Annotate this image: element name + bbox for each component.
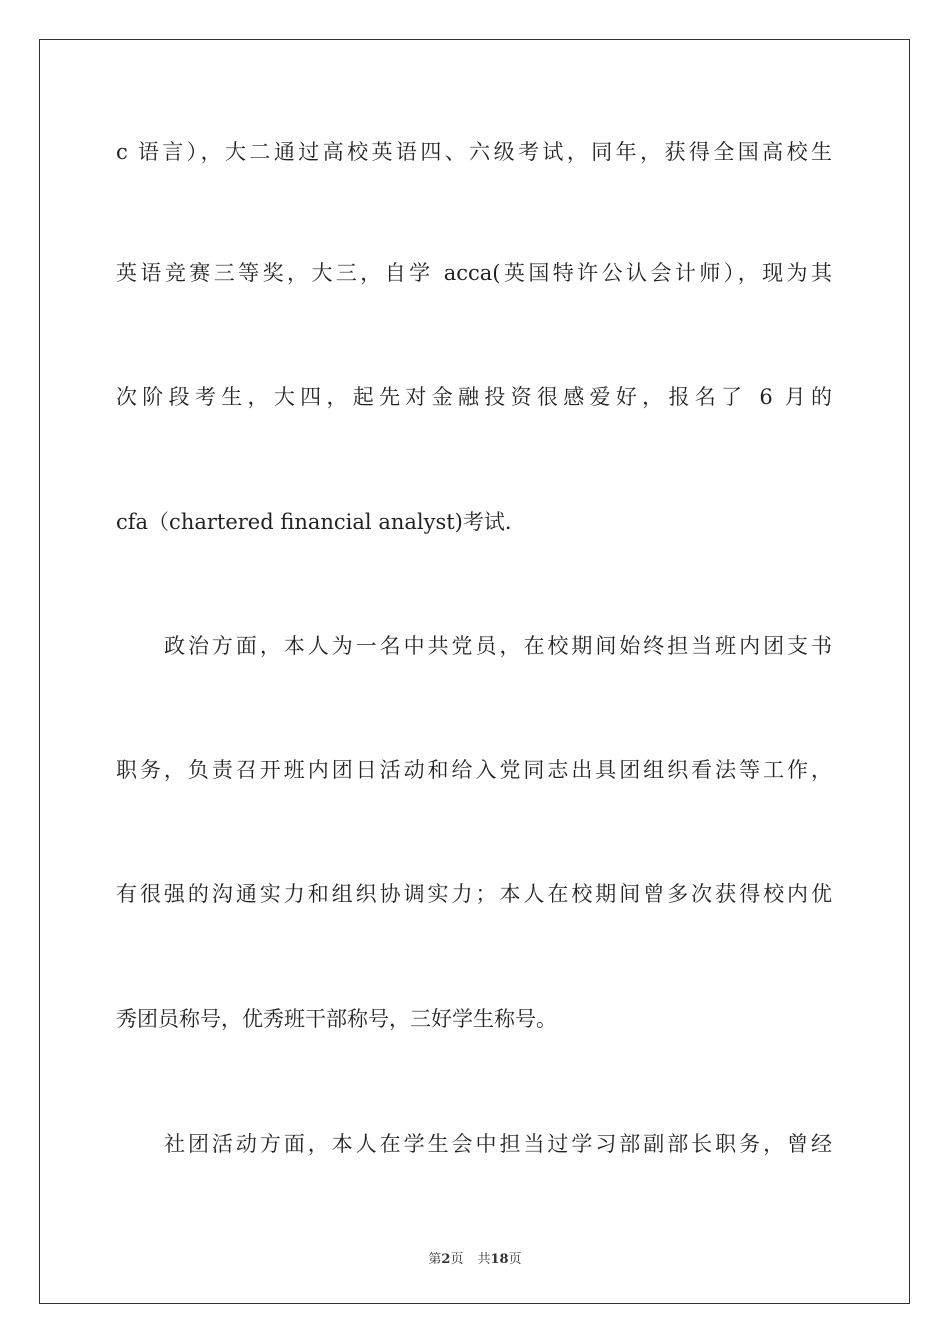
page-footer	[0, 1248, 950, 1267]
total-unit: 页	[508, 1252, 522, 1267]
current-page-number: 2	[441, 1252, 451, 1267]
page-unit: 页	[450, 1252, 464, 1267]
total-page-count: 18	[490, 1252, 509, 1267]
paragraph-activities-start: 社团活动方面，本人在学生会中担当过学习部副部长职务，曾经	[164, 1132, 832, 1156]
page-prefix: 第	[428, 1252, 442, 1267]
text-line-4: cfa（chartered financial analyst)考试.	[116, 510, 512, 534]
text-line-8: 秀团员称号，优秀班干部称号，三好学生称号。	[116, 1007, 557, 1031]
paragraph-politics-start: 政治方面，本人为一名中共党员，在校期间始终担当班内团支书	[164, 634, 832, 658]
text-line-6: 职务，负责召开班内团日活动和给入党同志出具团组织看法等工作，	[116, 758, 832, 782]
page-border	[39, 39, 910, 1304]
text-line-2: 英语竞赛三等奖，大三，自学 acca(英国特许公认会计师），现为其	[116, 261, 832, 285]
text-line-7: 有很强的沟通实力和组织协调实力；本人在校期间曾多次获得校内优	[116, 882, 832, 906]
text-line-1: c 语言），大二通过高校英语四、六级考试，同年，获得全国高校生	[116, 140, 832, 164]
text-line-3: 次阶段考生，大四，起先对金融投资很感爱好，报名了 6 月的	[116, 385, 832, 409]
total-prefix: 共	[477, 1252, 491, 1267]
